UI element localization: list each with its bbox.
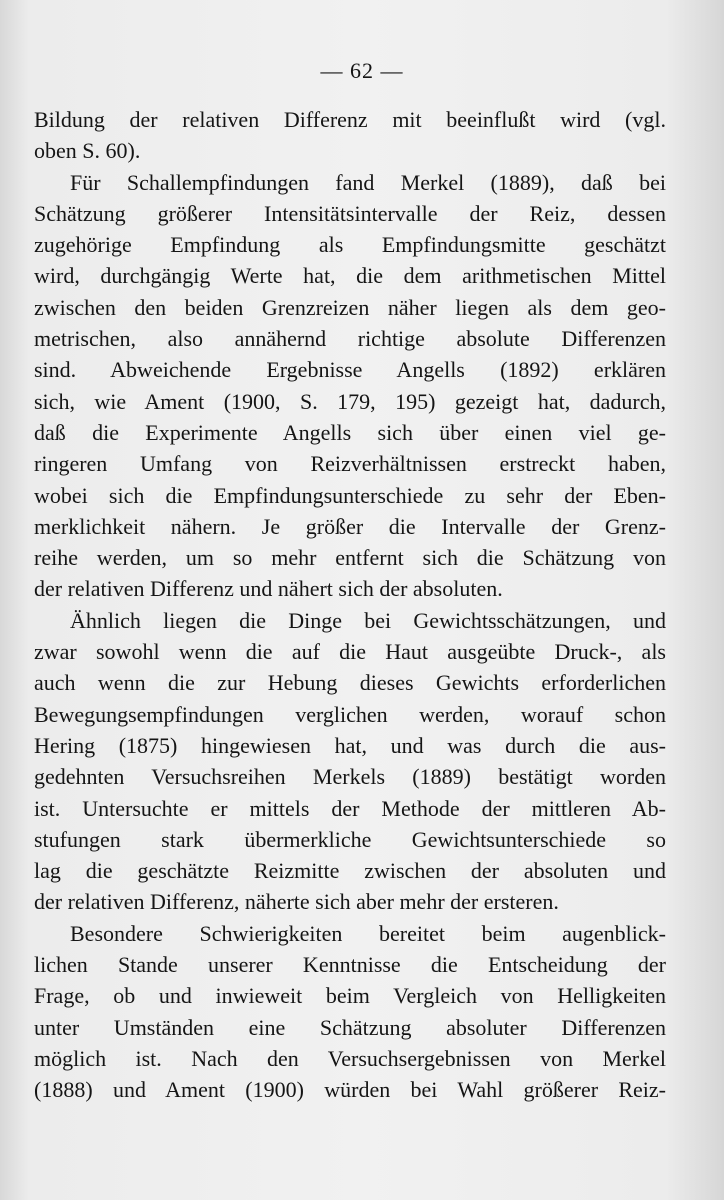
text-line: Ähnlich liegen die Dinge bei Gewichtsschätzungen, und [70,607,666,633]
text-line: daß die Experimente Angells sich über einen viel ge- [34,419,666,445]
body-text [34,104,666,1106]
text-line: lichen Stande unserer Kenntnisse die Entscheidung der [34,952,666,978]
text-line: merklichkeit nähern. Je größer die Intervalle der Grenz- [34,513,666,539]
text-line: wobei sich die Empfindungsunterschiede zu sehr der Eben- [34,482,666,508]
text-line: auch wenn die zur Hebung dieses Gewichts erforderlichen [34,670,666,696]
text-line: gedehnten Versuchsreihen Merkels (1889) bestätigt worden [34,764,666,790]
text-line: zugehörige Empfindung als Empfindungsmitte geschätzt [34,232,666,258]
text-line: reihe werden, um so mehr entfernt sich die Schätzung von [34,545,666,571]
text-line: möglich ist. Nach den Versuchsergebnissen von Merkel [34,1045,666,1071]
text-line: Besondere Schwierigkeiten bereitet beim augenblick- [70,920,666,946]
text-line: sind. Abweichende Ergebnisse Angells (1892) erklären [34,357,666,383]
text-line: sich, wie Ament (1900, S. 179, 195) gezeigt hat, dadurch, [34,388,666,414]
text-line: metrischen, also annähernd richtige absolute Differenzen [34,326,666,352]
text-line: Für Schallempfindungen fand Merkel (1889), daß bei [70,169,666,195]
text-line: der relativen Differenz, näherte sich aber mehr der ersteren. [34,889,559,915]
text-line: zwischen den beiden Grenzreizen näher liegen als dem geo- [34,294,666,320]
text-line: (1888) und Ament (1900) würden bei Wahl größerer Reiz- [34,1077,666,1103]
text-line: Bildung der relativen Differenz mit beeinflußt wird (vgl. [34,107,666,132]
text-line: stufungen stark übermerkliche Gewichtsunterschiede so [34,826,666,852]
text-line: Schätzung größerer Intensitätsintervalle der Reiz, dessen [34,200,666,226]
text-line: ringeren Umfang von Reizverhältnissen erstreckt haben, [34,451,666,477]
text-line: ist. Untersuchte er mittels der Methode der mittleren Ab- [34,795,666,821]
text-line: der relativen Differenz und nähert sich der absoluten. [34,576,503,602]
text-line: unter Umständen eine Schätzung absoluter Differenzen [34,1014,666,1040]
text-line: lag die geschätzte Reizmitte zwischen der absoluten und [34,858,666,884]
text-line: Bewegungsempfindungen verglichen werden, worauf schon [34,701,666,727]
text-line: Frage, ob und inwieweit beim Vergleich von Helligkeiten [34,983,666,1009]
text-line: Hering (1875) hingewiesen hat, und was durch die aus- [34,732,666,758]
text-line: oben S. 60). [34,138,141,164]
text-line: wird, durchgängig Werte hat, die dem arithmetischen Mittel [34,263,666,289]
text-line: zwar sowohl wenn die auf die Haut ausgeübte Druck-, als [34,639,666,665]
page-number: — 62 — [320,58,404,83]
